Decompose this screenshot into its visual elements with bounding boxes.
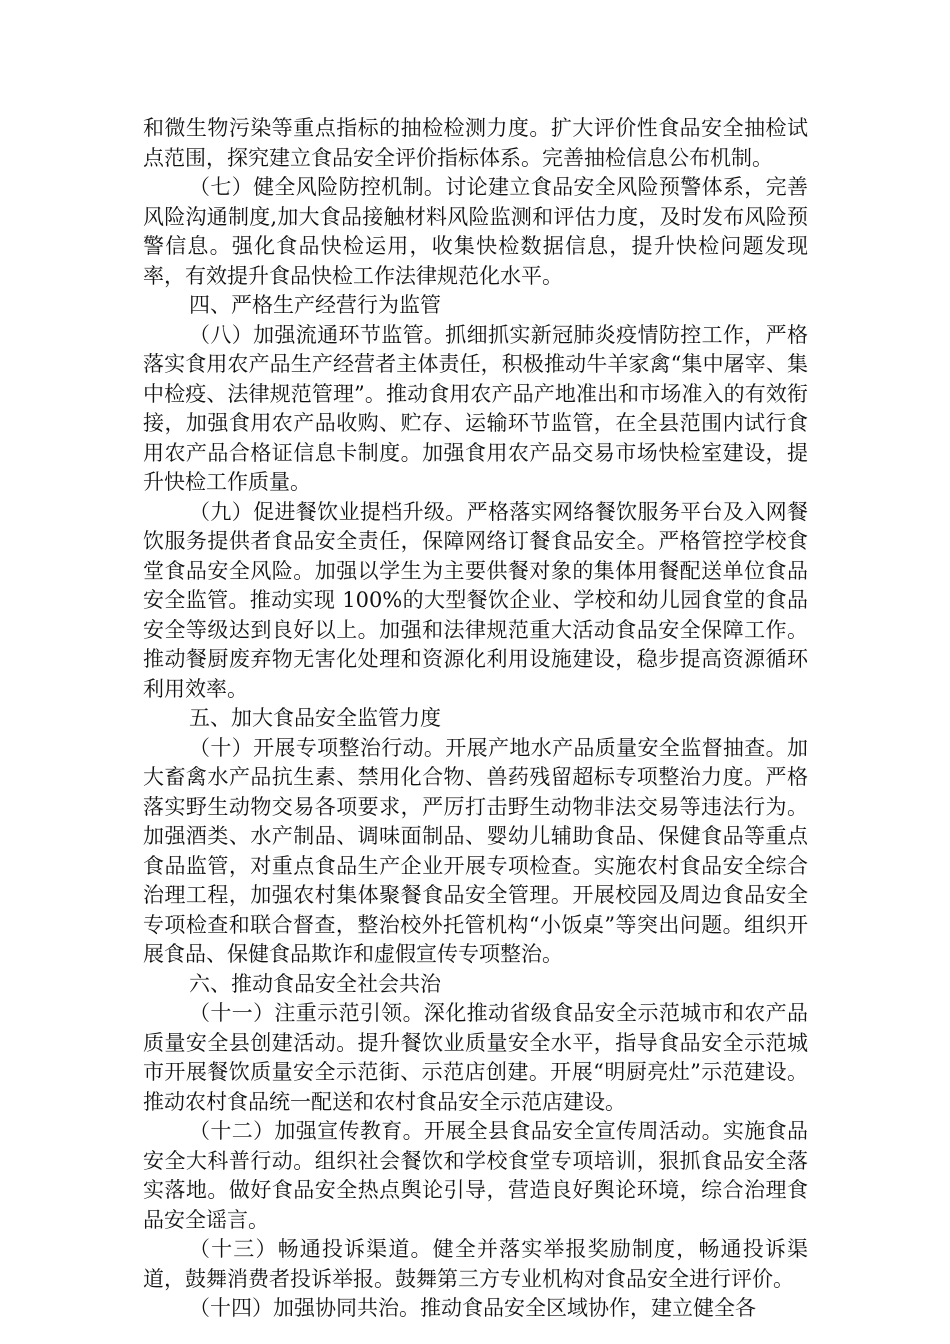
- paragraph-7-risk-control: （七）健全风险防控机制。讨论建立食品安全风险预警体系，完善风险沟通制度,加大食品接触材料风险监测和评估力度，及时发布风险预警信息。强化食品快检运用，收集快检数据信息，提升快检问题发现率，有效提升食品快检工作法律规范化水平。: [143, 175, 808, 288]
- paragraph-14-collaboration: （十四）加强协同共治。推动食品安全区域协作，建立健全各: [189, 1296, 756, 1320]
- paragraph-9-catering: （九）促进餐饮业提档升级。严格落实网络餐饮服务平台及入网餐饮服务提供者食品安全责任，保障网络订餐食品安全。严格管控学校食堂食品安全风险。加强以学生为主要供餐对象的集体用餐配送单位食品安全监管。推动实现 100%的大型餐饮企业、学校和幼儿园食堂的食品安全等级达到良好以上。加强和法律规范重大活动食品安全保障工作。推动餐厨废弃物无害化处理和资源化利用设施建设，稳步提高资源循环利用效率。: [143, 499, 808, 701]
- paragraph-13-complaints: （十三）畅通投诉渠道。健全并落实举报奖励制度，畅通投诉渠道，鼓舞消费者投诉举报。鼓舞第三方专业机构对食品安全进行评价。: [143, 1237, 808, 1291]
- section-heading-6: 六、推动食品安全社会共治: [189, 971, 441, 996]
- paragraph-10-special-rectification: （十）开展专项整治行动。开展产地水产品质量安全监督抽查。加大畜禽水产品抗生素、禁用化合物、兽药残留超标专项整治力度。严格落实野生动物交易各项要求，严厉打击野生动物非法交易等违法行为。加强酒类、水产制品、调味面制品、婴幼儿辅助食品、保健食品等重点食品监管，对重点食品生产企业开展专项检查。实施农村食品安全综合治理工程，加强农村集体聚餐食品安全管理。开展校园及周边食品安全专项检查和联合督查，整治校外托管机构“小饭桌”等突出问题。组织开展食品、保健食品欺诈和虚假宣传专项整治。: [143, 735, 808, 966]
- paragraph-11-demonstration: （十一）注重示范引领。深化推动省级食品安全示范城市和农产品质量安全县创建活动。提升餐饮业质量安全水平，指导食品安全示范城市开展餐饮质量安全示范街、示范店创建。开展“明厨亮灶”示范建设。推动农村食品统一配送和农村食品安全示范店建设。: [143, 1001, 808, 1114]
- continuation-paragraph: 和微生物污染等重点指标的抽检检测力度。扩大评价性食品安全抽检试点范围，探究建立食品安全评价指标体系。完善抽检信息公布机制。: [143, 116, 808, 170]
- paragraph-12-education: （十二）加强宣传教育。开展全县食品安全宣传周活动。实施食品安全大科普行动。组织社会餐饮和学校食堂专项培训，狠抓食品安全落实落地。做好食品安全热点舆论引导，营造良好舆论环境，综合治理食品安全谣言。: [143, 1119, 808, 1232]
- section-heading-4: 四、严格生产经营行为监管: [189, 293, 441, 317]
- paragraph-8-circulation: （八）加强流通环节监管。抓细抓实新冠肺炎疫情防控工作，严格落实食用农产品生产经营者主体责任，积极推动牛羊家禽“集中屠宰、集中检疫、法律规范管理”。推动食用农产品产地准出和市场准入的有效衔接，加强食用农产品收购、贮存、运输环节监管，在全县范围内试行食用农产品合格证信息卡制度。加强食用农产品交易市场快检室建设，提升快检工作质量。: [143, 322, 808, 494]
- section-heading-5: 五、加大食品安全监管力度: [189, 706, 441, 730]
- document-body: [143, 114, 808, 1324]
